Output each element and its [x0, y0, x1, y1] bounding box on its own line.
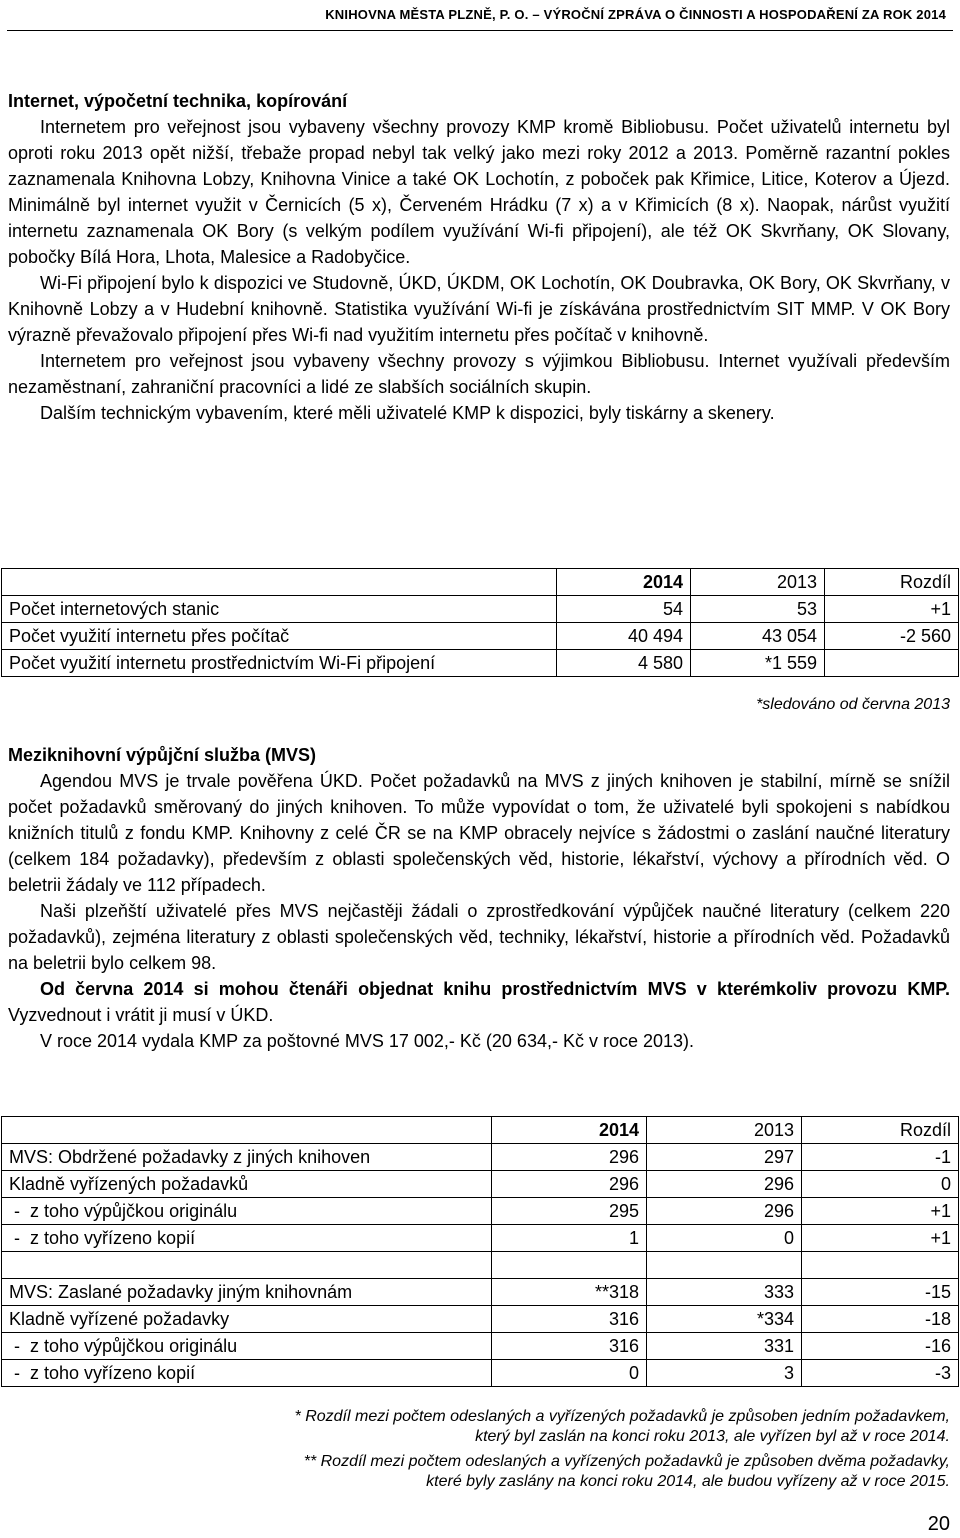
- paragraph: Agendou MVS je trvale pověřena ÚKD. Počet požadavků na MVS z jiných knihoven je stabilní, mírně se snížil počet požadavků směrovaný do jiných knihoven. To může vypovídat o tom, že uživatelé byli spokojeni s nabídkou knižních titulů z fondu KMP. Knihovny z celé ČR se na KMP obracely nejvíce s žádostmi o zaslání naučné literatury (celkem 184 požadavky), především z oblasti společenských věd, historie, lékařství, výchovy a přírodních věd. O beletrii žádaly ve 112 případech.: [8, 771, 950, 895]
- table-row-spacer: [2, 1252, 959, 1279]
- row-label: MVS: Obdržené požadavky z jiných knihoven: [2, 1144, 492, 1171]
- value-diff: +1: [802, 1225, 959, 1252]
- value-2013: *334: [647, 1306, 802, 1333]
- footnote-line: ** Rozdíl mezi počtem odeslaných a vyřízených požadavků je způsoben dvěma požadavky,: [303, 1453, 950, 1470]
- table-row: [2, 1171, 959, 1198]
- column-header: Rozdíl: [825, 569, 959, 596]
- row-label: [2, 1252, 492, 1279]
- paragraph: Internetem pro veřejnost jsou vybaveny všechny provozy KMP kromě Bibliobusu. Počet uživatelů internetu byl oproti roku 2013 opět nižší, třebaže propad nebyl tak velký jako mezi roky 2012 a 2013. Poměrně razantní pokles zaznamenala Knihovna Lobzy, Knihovna Vinice a také OK Lochotín, z poboček pak Křimice, Litice, Koterov a Újezd. Minimálně byl internet využit v Černicích (5 x), Červeném Hrádku (7 x) a v Křimicích (8 x). Naopak, nárůst využití internetu zaznamenala OK Bory (s velkým podílem využívání Wi-fi připojení), ale též OK Skvrňany, OK Slovany, pobočky Bílá Hora, Lhota, Malesice a Radobyčice.: [8, 117, 950, 267]
- row-label: - z toho vyřízeno kopií: [2, 1225, 492, 1252]
- table-cell: [2, 1117, 492, 1144]
- paragraph-rest: Vyzvednout i vrátit ji musí v ÚKD.: [8, 1005, 274, 1025]
- footnote-single-asterisk: [295, 1407, 950, 1447]
- value-2013: *1 559: [691, 650, 825, 677]
- table-header-row: [2, 1117, 959, 1144]
- value-2013: 53: [691, 596, 825, 623]
- row-label: - z toho vyřízeno kopií: [2, 1360, 492, 1387]
- table-row: [2, 1333, 959, 1360]
- internet-section: [8, 88, 950, 426]
- row-label: - z toho výpůjčkou originálu: [2, 1198, 492, 1225]
- value-diff: -2 560: [825, 623, 959, 650]
- value-diff: [825, 650, 959, 677]
- row-label: Počet internetových stanic: [2, 596, 557, 623]
- value-2014: 1: [492, 1225, 647, 1252]
- value-diff: -15: [802, 1279, 959, 1306]
- table-footnote: *sledováno od června 2013: [756, 696, 950, 713]
- table-header-row: [2, 569, 959, 596]
- value-2014: 54: [557, 596, 691, 623]
- table-row: [2, 596, 959, 623]
- value-2014: 40 494: [557, 623, 691, 650]
- value-diff: -18: [802, 1306, 959, 1333]
- table-row: [2, 1198, 959, 1225]
- value-2013: 297: [647, 1144, 802, 1171]
- value-2013: 3: [647, 1360, 802, 1387]
- mvs-section: [8, 742, 950, 1054]
- value-2013: 296: [647, 1198, 802, 1225]
- paragraph: V roce 2014 vydala KMP za poštovné MVS 17 002,- Kč (20 634,- Kč v roce 2013).: [40, 1031, 695, 1051]
- table-row: [2, 1279, 959, 1306]
- row-label: Počet využití internetu přes počítač: [2, 623, 557, 650]
- header-rule: [7, 30, 953, 31]
- table-row: [2, 1360, 959, 1387]
- table-row: [2, 1225, 959, 1252]
- value-2013: 331: [647, 1333, 802, 1360]
- footnote-line: které byly zaslány na konci roku 2014, ale budou vyřízeny až v roce 2015.: [426, 1473, 950, 1490]
- value-2013: 0: [647, 1225, 802, 1252]
- mvs-stats-table: [1, 1116, 959, 1387]
- page-header: KNIHOVNA MĚSTA PLZNĚ, P. O. – VÝROČNÍ ZPRÁVA O ČINNOSTI A HOSPODAŘENÍ ZA ROK 2014: [325, 7, 946, 22]
- row-label: Počet využití internetu prostřednictvím Wi-Fi připojení: [2, 650, 557, 677]
- value-2013: 296: [647, 1171, 802, 1198]
- table-cell: [2, 569, 557, 596]
- paragraph: Naši plzeňští uživatelé přes MVS nejčastěji žádali o zprostředkování výpůjček naučné literatury (celkem 220 požadavků), zejména literatury z oblasti společenských věd, techniky, lékařství, historie a přírodních věd. Požadavků na beletrii bylo celkem 98.: [8, 901, 950, 973]
- section-title-internet: Internet, výpočetní technika, kopírování: [8, 91, 348, 111]
- value-diff: +1: [802, 1198, 959, 1225]
- row-label: Kladně vyřízených požadavků: [2, 1171, 492, 1198]
- value-2014: 295: [492, 1198, 647, 1225]
- table-row: [2, 1144, 959, 1171]
- footnote-line: který byl zaslán na konci roku 2013, ale vyřízen byl až v roce 2014.: [475, 1428, 950, 1445]
- value-diff: -3: [802, 1360, 959, 1387]
- column-header: Rozdíl: [802, 1117, 959, 1144]
- value-diff: 0: [802, 1171, 959, 1198]
- column-header: 2013: [691, 569, 825, 596]
- row-label: - z toho výpůjčkou originálu: [2, 1333, 492, 1360]
- column-header: 2013: [647, 1117, 802, 1144]
- value-2013: 43 054: [691, 623, 825, 650]
- value-2013: 333: [647, 1279, 802, 1306]
- value-2014: **318: [492, 1279, 647, 1306]
- footnote-double-asterisk: [304, 1452, 950, 1492]
- row-label: Kladně vyřízené požadavky: [2, 1306, 492, 1333]
- value-2014: 0: [492, 1360, 647, 1387]
- value-2013: [647, 1252, 802, 1279]
- column-header: 2014: [492, 1117, 647, 1144]
- value-2014: [492, 1252, 647, 1279]
- value-diff: [802, 1252, 959, 1279]
- value-2014: 316: [492, 1333, 647, 1360]
- value-diff: -1: [802, 1144, 959, 1171]
- table-row: [2, 623, 959, 650]
- paragraph: Internetem pro veřejnost jsou vybaveny všechny provozy s výjimkou Bibliobusu. Internet využívali především nezaměstnaní, zahraniční pracovníci a lidé ze slabších sociálních skupin.: [8, 351, 950, 397]
- paragraph: [8, 976, 950, 1028]
- highlighted-text: Od června 2014 si mohou čtenáři objednat knihu prostřednictvím MVS v kterémkoliv provozu KMP.: [40, 979, 950, 999]
- value-2014: 316: [492, 1306, 647, 1333]
- internet-stats-table: [1, 568, 959, 677]
- value-diff: +1: [825, 596, 959, 623]
- value-2014: 4 580: [557, 650, 691, 677]
- value-2014: 296: [492, 1144, 647, 1171]
- row-label: MVS: Zaslané požadavky jiným knihovnám: [2, 1279, 492, 1306]
- paragraph: Wi-Fi připojení bylo k dispozici ve Studovně, ÚKD, ÚKDM, OK Lochotín, OK Doubravka, OK Bory, OK Skvrňany, v Knihovně Lobzy a v Hudební knihovně. Statistika využívání Wi-fi je získávána prostřednictvím SIT MMP. V OK Bory výrazně převažovalo připojení přes Wi-fi nad využitím internetu přes počítač v knihovně.: [8, 273, 950, 345]
- table-row: [2, 1306, 959, 1333]
- page-number: 20: [927, 1513, 950, 1535]
- footnote-line: * Rozdíl mezi počtem odeslaných a vyřízených požadavků je způsoben jedním požadavkem,: [294, 1408, 950, 1425]
- table-row: [2, 650, 959, 677]
- value-diff: -16: [802, 1333, 959, 1360]
- paragraph: Dalším technickým vybavením, které měli uživatelé KMP k dispozici, byly tiskárny a skenery.: [40, 403, 775, 423]
- value-2014: 296: [492, 1171, 647, 1198]
- section-title-mvs: Meziknihovní výpůjční služba (MVS): [8, 745, 317, 765]
- column-header: 2014: [557, 569, 691, 596]
